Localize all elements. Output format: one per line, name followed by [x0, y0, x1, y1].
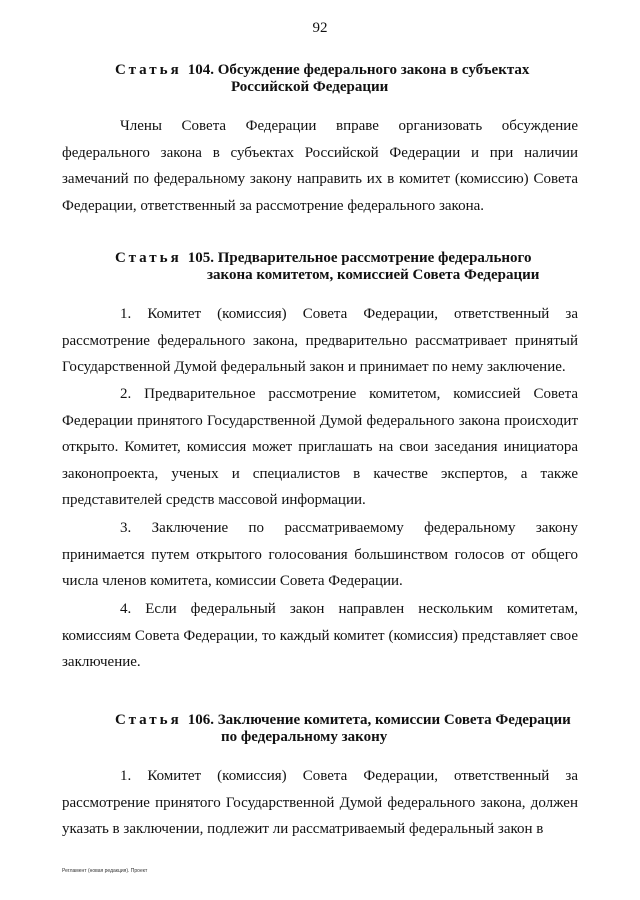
- article-word: Статья: [115, 712, 182, 728]
- article-title-line1: 105. Предварительное рассмотрение федерального: [187, 250, 532, 266]
- article-104-paragraph-1: Члены Совета Федерации вправе организовать обсуждение федерального закона в субъектах Российской Федерации и при наличии замечаний по федеральному закону направить их в комитет (комиссию) Совета Федерации, ответственный за рассмотрение федерального закона.: [62, 118, 578, 214]
- article-title-line2: закона комитетом, комиссией Совета Федерации: [207, 267, 540, 283]
- article-title-line1: 106. Заключение комитета, комиссии Совета Федерации: [187, 712, 571, 728]
- article-105-heading: [115, 250, 585, 284]
- article-104-heading: [115, 62, 585, 96]
- article-106-paragraph-1: 1. Комитет (комиссия) Совета Федерации, ответственный за рассмотрение принятого Государственной Думой федерального закона, должен указать в заключении, подлежит ли рассматриваемый федеральный закон в: [62, 768, 578, 837]
- footer-note: Регламент (новая редакция). Проект: [62, 868, 148, 874]
- article-word: Статья: [115, 250, 182, 266]
- article-title-line2: по федеральному закону: [221, 729, 388, 745]
- article-105-paragraph-4: 4. Если федеральный закон направлен нескольким комитетам, комиссиям Совета Федерации, то каждый комитет (комиссия) представляет свое заключение.: [62, 601, 578, 670]
- article-105-paragraph-3: 3. Заключение по рассматриваемому федеральному закону принимается путем открытого голосования большинством голосов от общего числа членов комитета, комиссии Совета Федерации.: [62, 520, 578, 589]
- article-title-line2: Российской Федерации: [231, 79, 389, 95]
- article-105-paragraph-2: 2. Предварительное рассмотрение комитетом, комиссией Совета Федерации принятого Государственной Думой федерального закона происходит открыто. Комитет, комиссия может приглашать на свои заседания инициатора законопроекта, ученых и специалистов в качестве экспертов, а также представителей средств массовой информации.: [62, 386, 578, 508]
- article-105-paragraph-1: 1. Комитет (комиссия) Совета Федерации, ответственный за рассмотрение федерального закона, предварительно рассматривает принятый Государственной Думой федеральный закон и принимает по нему заключение.: [62, 306, 578, 375]
- page-number: 92: [312, 20, 328, 36]
- article-title-line1: 104. Обсуждение федерального закона в субъектах: [187, 62, 530, 78]
- article-106-heading: [115, 712, 585, 746]
- article-word: Статья: [115, 62, 182, 78]
